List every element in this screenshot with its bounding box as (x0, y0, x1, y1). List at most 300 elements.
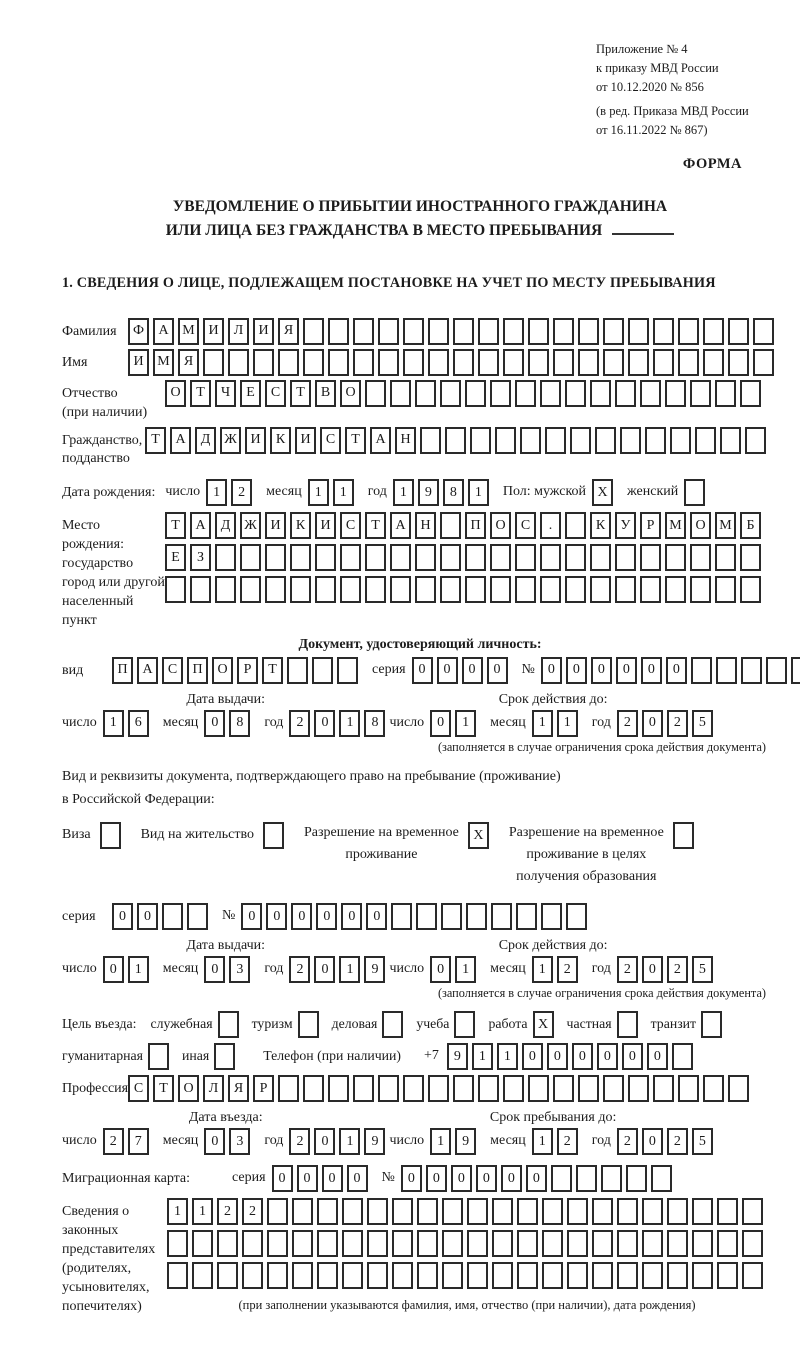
char-cell[interactable] (495, 427, 516, 454)
char-cell[interactable] (720, 427, 741, 454)
char-cell[interactable]: М (665, 512, 686, 539)
char-cell[interactable] (617, 1230, 638, 1257)
char-cell[interactable] (315, 576, 336, 603)
char-cell[interactable]: 1 (339, 956, 360, 983)
char-cell[interactable]: А (153, 318, 174, 345)
char-cell[interactable] (578, 349, 599, 376)
char-cell[interactable]: 0 (366, 903, 387, 930)
char-cell[interactable]: 0 (666, 657, 687, 684)
char-cell[interactable]: И (128, 349, 149, 376)
char-cell[interactable] (540, 544, 561, 571)
char-cell[interactable]: 1 (430, 1128, 451, 1155)
char-cell[interactable]: Л (228, 318, 249, 345)
char-cell[interactable] (503, 318, 524, 345)
char-cell[interactable]: О (178, 1075, 199, 1102)
char-cell[interactable]: 0 (462, 657, 483, 684)
char-cell[interactable]: О (165, 380, 186, 407)
char-cell[interactable]: Ч (215, 380, 236, 407)
char-cell[interactable] (392, 1230, 413, 1257)
char-cell[interactable]: Л (203, 1075, 224, 1102)
char-cell[interactable] (703, 349, 724, 376)
char-cell[interactable]: 0 (541, 657, 562, 684)
char-cell[interactable] (278, 1075, 299, 1102)
char-cell[interactable] (403, 318, 424, 345)
char-cell[interactable]: О (212, 657, 233, 684)
char-cell[interactable]: 0 (103, 956, 124, 983)
char-cell[interactable] (217, 1230, 238, 1257)
char-cell[interactable] (165, 576, 186, 603)
char-cell[interactable]: М (715, 512, 736, 539)
char-cell[interactable] (515, 380, 536, 407)
char-cell[interactable] (328, 349, 349, 376)
char-cell[interactable] (465, 544, 486, 571)
char-cell[interactable]: 0 (272, 1165, 293, 1192)
char-cell[interactable]: П (112, 657, 133, 684)
char-cell[interactable]: В (315, 380, 336, 407)
char-cell[interactable] (528, 349, 549, 376)
char-cell[interactable] (442, 1262, 463, 1289)
char-cell[interactable] (415, 544, 436, 571)
char-cell[interactable]: 1 (472, 1043, 493, 1070)
char-cell[interactable] (353, 349, 374, 376)
char-cell[interactable]: 2 (617, 1128, 638, 1155)
char-cell[interactable] (167, 1262, 188, 1289)
char-cell[interactable] (753, 318, 774, 345)
char-cell[interactable] (417, 1198, 438, 1225)
char-cell[interactable]: 0 (501, 1165, 522, 1192)
char-cell[interactable]: 1 (192, 1198, 213, 1225)
char-cell[interactable]: О (340, 380, 361, 407)
char-cell[interactable]: И (203, 318, 224, 345)
char-cell[interactable]: 1 (532, 1128, 553, 1155)
char-cell[interactable]: 0 (487, 657, 508, 684)
char-cell[interactable] (490, 576, 511, 603)
char-cell[interactable]: С (340, 512, 361, 539)
char-cell[interactable] (190, 576, 211, 603)
char-cell[interactable] (328, 318, 349, 345)
char-cell[interactable] (715, 380, 736, 407)
char-cell[interactable]: И (315, 512, 336, 539)
char-cell[interactable] (667, 1198, 688, 1225)
char-cell[interactable]: 1 (333, 479, 354, 506)
char-cell[interactable]: . (540, 512, 561, 539)
char-cell[interactable]: П (465, 512, 486, 539)
char-cell[interactable] (551, 1165, 572, 1192)
char-cell[interactable]: К (290, 512, 311, 539)
char-cell[interactable] (628, 318, 649, 345)
char-cell[interactable] (292, 1198, 313, 1225)
char-cell[interactable] (292, 1230, 313, 1257)
purpose-official-checkbox[interactable] (218, 1011, 239, 1038)
purpose-private-checkbox[interactable] (617, 1011, 638, 1038)
char-cell[interactable] (620, 427, 641, 454)
char-cell[interactable] (565, 544, 586, 571)
char-cell[interactable] (492, 1262, 513, 1289)
char-cell[interactable]: 2 (231, 479, 252, 506)
char-cell[interactable] (217, 1262, 238, 1289)
char-cell[interactable]: Р (253, 1075, 274, 1102)
visa-checkbox[interactable] (100, 822, 121, 849)
char-cell[interactable] (478, 318, 499, 345)
char-cell[interactable]: С (320, 427, 341, 454)
char-cell[interactable]: Д (195, 427, 216, 454)
char-cell[interactable] (303, 349, 324, 376)
char-cell[interactable] (390, 544, 411, 571)
char-cell[interactable]: Е (165, 544, 186, 571)
char-cell[interactable] (565, 512, 586, 539)
char-cell[interactable] (391, 903, 412, 930)
char-cell[interactable] (342, 1198, 363, 1225)
char-cell[interactable]: Я (228, 1075, 249, 1102)
char-cell[interactable] (317, 1198, 338, 1225)
char-cell[interactable]: 0 (347, 1165, 368, 1192)
char-cell[interactable] (590, 576, 611, 603)
char-cell[interactable] (728, 1075, 749, 1102)
purpose-transit-checkbox[interactable] (701, 1011, 722, 1038)
char-cell[interactable]: 0 (322, 1165, 343, 1192)
char-cell[interactable] (267, 1230, 288, 1257)
char-cell[interactable] (615, 576, 636, 603)
char-cell[interactable] (791, 657, 800, 684)
char-cell[interactable]: 9 (418, 479, 439, 506)
char-cell[interactable]: О (690, 512, 711, 539)
purpose-business-checkbox[interactable] (382, 1011, 403, 1038)
char-cell[interactable]: Ф (128, 318, 149, 345)
char-cell[interactable] (678, 349, 699, 376)
char-cell[interactable]: 1 (128, 956, 149, 983)
char-cell[interactable]: М (153, 349, 174, 376)
char-cell[interactable] (665, 576, 686, 603)
char-cell[interactable]: 0 (430, 710, 451, 737)
char-cell[interactable] (428, 349, 449, 376)
char-cell[interactable]: 0 (314, 710, 335, 737)
char-cell[interactable]: 1 (532, 956, 553, 983)
char-cell[interactable]: Н (415, 512, 436, 539)
char-cell[interactable]: 0 (412, 657, 433, 684)
char-cell[interactable] (651, 1165, 672, 1192)
char-cell[interactable] (542, 1230, 563, 1257)
char-cell[interactable] (403, 1075, 424, 1102)
char-cell[interactable] (520, 427, 541, 454)
char-cell[interactable] (601, 1165, 622, 1192)
char-cell[interactable]: А (170, 427, 191, 454)
char-cell[interactable]: Я (178, 349, 199, 376)
char-cell[interactable] (416, 903, 437, 930)
char-cell[interactable]: 0 (112, 903, 133, 930)
char-cell[interactable]: Т (262, 657, 283, 684)
char-cell[interactable] (441, 903, 462, 930)
char-cell[interactable]: 0 (297, 1165, 318, 1192)
char-cell[interactable]: О (490, 512, 511, 539)
char-cell[interactable] (315, 544, 336, 571)
char-cell[interactable]: К (590, 512, 611, 539)
char-cell[interactable] (203, 349, 224, 376)
char-cell[interactable]: 0 (291, 903, 312, 930)
char-cell[interactable] (692, 1230, 713, 1257)
char-cell[interactable]: 0 (622, 1043, 643, 1070)
char-cell[interactable] (417, 1262, 438, 1289)
char-cell[interactable]: А (190, 512, 211, 539)
char-cell[interactable]: 0 (572, 1043, 593, 1070)
char-cell[interactable] (162, 903, 183, 930)
char-cell[interactable] (187, 903, 208, 930)
char-cell[interactable] (653, 318, 674, 345)
char-cell[interactable]: 0 (647, 1043, 668, 1070)
char-cell[interactable] (517, 1262, 538, 1289)
char-cell[interactable] (542, 1198, 563, 1225)
char-cell[interactable] (317, 1230, 338, 1257)
char-cell[interactable] (367, 1262, 388, 1289)
char-cell[interactable] (703, 318, 724, 345)
char-cell[interactable]: 2 (289, 1128, 310, 1155)
char-cell[interactable] (603, 1075, 624, 1102)
char-cell[interactable] (428, 1075, 449, 1102)
char-cell[interactable] (378, 349, 399, 376)
char-cell[interactable] (595, 427, 616, 454)
char-cell[interactable] (592, 1262, 613, 1289)
char-cell[interactable] (553, 349, 574, 376)
char-cell[interactable] (617, 1262, 638, 1289)
char-cell[interactable] (576, 1165, 597, 1192)
char-cell[interactable] (490, 544, 511, 571)
char-cell[interactable]: Р (237, 657, 258, 684)
char-cell[interactable] (440, 576, 461, 603)
char-cell[interactable] (592, 1198, 613, 1225)
char-cell[interactable]: С (128, 1075, 149, 1102)
char-cell[interactable] (466, 903, 487, 930)
char-cell[interactable] (403, 349, 424, 376)
char-cell[interactable] (741, 657, 762, 684)
char-cell[interactable] (715, 544, 736, 571)
char-cell[interactable] (516, 903, 537, 930)
char-cell[interactable] (540, 380, 561, 407)
char-cell[interactable]: 2 (667, 956, 688, 983)
char-cell[interactable] (420, 427, 441, 454)
char-cell[interactable] (242, 1230, 263, 1257)
char-cell[interactable] (672, 1043, 693, 1070)
char-cell[interactable] (528, 318, 549, 345)
char-cell[interactable] (742, 1262, 763, 1289)
char-cell[interactable] (342, 1230, 363, 1257)
char-cell[interactable]: 0 (642, 956, 663, 983)
char-cell[interactable] (353, 318, 374, 345)
char-cell[interactable] (715, 576, 736, 603)
char-cell[interactable]: 5 (692, 956, 713, 983)
char-cell[interactable] (290, 576, 311, 603)
char-cell[interactable] (603, 349, 624, 376)
char-cell[interactable] (490, 380, 511, 407)
char-cell[interactable] (265, 544, 286, 571)
char-cell[interactable] (328, 1075, 349, 1102)
char-cell[interactable] (392, 1262, 413, 1289)
char-cell[interactable]: 9 (364, 956, 385, 983)
char-cell[interactable] (242, 1262, 263, 1289)
char-cell[interactable] (365, 544, 386, 571)
char-cell[interactable] (667, 1230, 688, 1257)
char-cell[interactable]: К (270, 427, 291, 454)
char-cell[interactable] (742, 1230, 763, 1257)
char-cell[interactable] (592, 1230, 613, 1257)
char-cell[interactable] (287, 657, 308, 684)
char-cell[interactable] (303, 318, 324, 345)
char-cell[interactable] (417, 1230, 438, 1257)
char-cell[interactable] (253, 349, 274, 376)
char-cell[interactable]: 0 (591, 657, 612, 684)
char-cell[interactable] (690, 380, 711, 407)
char-cell[interactable] (342, 1262, 363, 1289)
char-cell[interactable] (717, 1230, 738, 1257)
char-cell[interactable]: 1 (103, 710, 124, 737)
char-cell[interactable]: 9 (447, 1043, 468, 1070)
char-cell[interactable] (503, 1075, 524, 1102)
char-cell[interactable]: Т (190, 380, 211, 407)
char-cell[interactable] (167, 1230, 188, 1257)
purpose-study-checkbox[interactable] (454, 1011, 475, 1038)
char-cell[interactable]: 1 (468, 479, 489, 506)
char-cell[interactable] (192, 1230, 213, 1257)
char-cell[interactable]: С (265, 380, 286, 407)
char-cell[interactable] (670, 427, 691, 454)
char-cell[interactable]: 0 (341, 903, 362, 930)
char-cell[interactable]: 6 (128, 710, 149, 737)
char-cell[interactable]: 3 (229, 1128, 250, 1155)
char-cell[interactable] (292, 1262, 313, 1289)
char-cell[interactable]: 8 (443, 479, 464, 506)
char-cell[interactable] (353, 1075, 374, 1102)
char-cell[interactable] (691, 657, 712, 684)
char-cell[interactable]: 0 (526, 1165, 547, 1192)
char-cell[interactable] (465, 576, 486, 603)
char-cell[interactable]: Т (153, 1075, 174, 1102)
residence-permit-checkbox[interactable] (263, 822, 284, 849)
char-cell[interactable]: 0 (566, 657, 587, 684)
char-cell[interactable]: И (265, 512, 286, 539)
char-cell[interactable]: 2 (667, 710, 688, 737)
char-cell[interactable] (365, 576, 386, 603)
char-cell[interactable] (667, 1262, 688, 1289)
char-cell[interactable]: 0 (430, 956, 451, 983)
char-cell[interactable]: 0 (137, 903, 158, 930)
char-cell[interactable]: 0 (476, 1165, 497, 1192)
char-cell[interactable]: 1 (497, 1043, 518, 1070)
char-cell[interactable] (440, 544, 461, 571)
char-cell[interactable]: 0 (314, 956, 335, 983)
char-cell[interactable]: 0 (241, 903, 262, 930)
char-cell[interactable] (215, 544, 236, 571)
char-cell[interactable]: 0 (204, 956, 225, 983)
char-cell[interactable] (453, 349, 474, 376)
char-cell[interactable] (445, 427, 466, 454)
char-cell[interactable]: А (370, 427, 391, 454)
char-cell[interactable] (728, 349, 749, 376)
char-cell[interactable]: 2 (242, 1198, 263, 1225)
char-cell[interactable]: 1 (455, 956, 476, 983)
char-cell[interactable]: 8 (364, 710, 385, 737)
char-cell[interactable] (392, 1198, 413, 1225)
char-cell[interactable] (390, 576, 411, 603)
char-cell[interactable] (378, 318, 399, 345)
char-cell[interactable]: 2 (557, 1128, 578, 1155)
char-cell[interactable] (337, 657, 358, 684)
char-cell[interactable]: 1 (393, 479, 414, 506)
char-cell[interactable] (312, 657, 333, 684)
char-cell[interactable]: 1 (532, 710, 553, 737)
char-cell[interactable] (478, 1075, 499, 1102)
char-cell[interactable] (215, 576, 236, 603)
char-cell[interactable]: Ж (240, 512, 261, 539)
char-cell[interactable]: 0 (401, 1165, 422, 1192)
char-cell[interactable]: 0 (642, 1128, 663, 1155)
char-cell[interactable]: 2 (289, 956, 310, 983)
char-cell[interactable]: Т (290, 380, 311, 407)
char-cell[interactable]: 0 (641, 657, 662, 684)
sex-female-checkbox[interactable] (684, 479, 705, 506)
char-cell[interactable] (590, 380, 611, 407)
char-cell[interactable] (603, 318, 624, 345)
char-cell[interactable]: 1 (339, 1128, 360, 1155)
char-cell[interactable] (515, 576, 536, 603)
char-cell[interactable]: 1 (167, 1198, 188, 1225)
char-cell[interactable]: 5 (692, 1128, 713, 1155)
char-cell[interactable] (740, 576, 761, 603)
char-cell[interactable]: 0 (597, 1043, 618, 1070)
char-cell[interactable]: И (253, 318, 274, 345)
char-cell[interactable]: Т (165, 512, 186, 539)
char-cell[interactable] (470, 427, 491, 454)
char-cell[interactable] (728, 318, 749, 345)
char-cell[interactable]: 8 (229, 710, 250, 737)
char-cell[interactable] (317, 1262, 338, 1289)
char-cell[interactable] (340, 576, 361, 603)
char-cell[interactable] (478, 349, 499, 376)
char-cell[interactable]: 2 (617, 710, 638, 737)
char-cell[interactable] (415, 576, 436, 603)
char-cell[interactable] (267, 1262, 288, 1289)
char-cell[interactable]: У (615, 512, 636, 539)
char-cell[interactable] (367, 1230, 388, 1257)
char-cell[interactable]: 2 (667, 1128, 688, 1155)
char-cell[interactable] (453, 1075, 474, 1102)
char-cell[interactable] (567, 1198, 588, 1225)
char-cell[interactable] (515, 544, 536, 571)
char-cell[interactable] (740, 544, 761, 571)
char-cell[interactable]: 0 (426, 1165, 447, 1192)
char-cell[interactable]: 0 (616, 657, 637, 684)
char-cell[interactable]: 2 (289, 710, 310, 737)
char-cell[interactable] (567, 1262, 588, 1289)
char-cell[interactable] (716, 657, 737, 684)
char-cell[interactable] (553, 1075, 574, 1102)
char-cell[interactable] (278, 349, 299, 376)
char-cell[interactable] (678, 318, 699, 345)
char-cell[interactable] (240, 544, 261, 571)
char-cell[interactable] (640, 544, 661, 571)
char-cell[interactable]: Е (240, 380, 261, 407)
char-cell[interactable] (690, 576, 711, 603)
char-cell[interactable]: П (187, 657, 208, 684)
char-cell[interactable]: Я (278, 318, 299, 345)
char-cell[interactable]: 2 (557, 956, 578, 983)
char-cell[interactable] (753, 349, 774, 376)
char-cell[interactable] (665, 380, 686, 407)
char-cell[interactable] (367, 1198, 388, 1225)
char-cell[interactable]: 3 (229, 956, 250, 983)
char-cell[interactable]: Т (145, 427, 166, 454)
char-cell[interactable] (653, 349, 674, 376)
char-cell[interactable] (578, 318, 599, 345)
char-cell[interactable] (678, 1075, 699, 1102)
char-cell[interactable] (542, 1262, 563, 1289)
